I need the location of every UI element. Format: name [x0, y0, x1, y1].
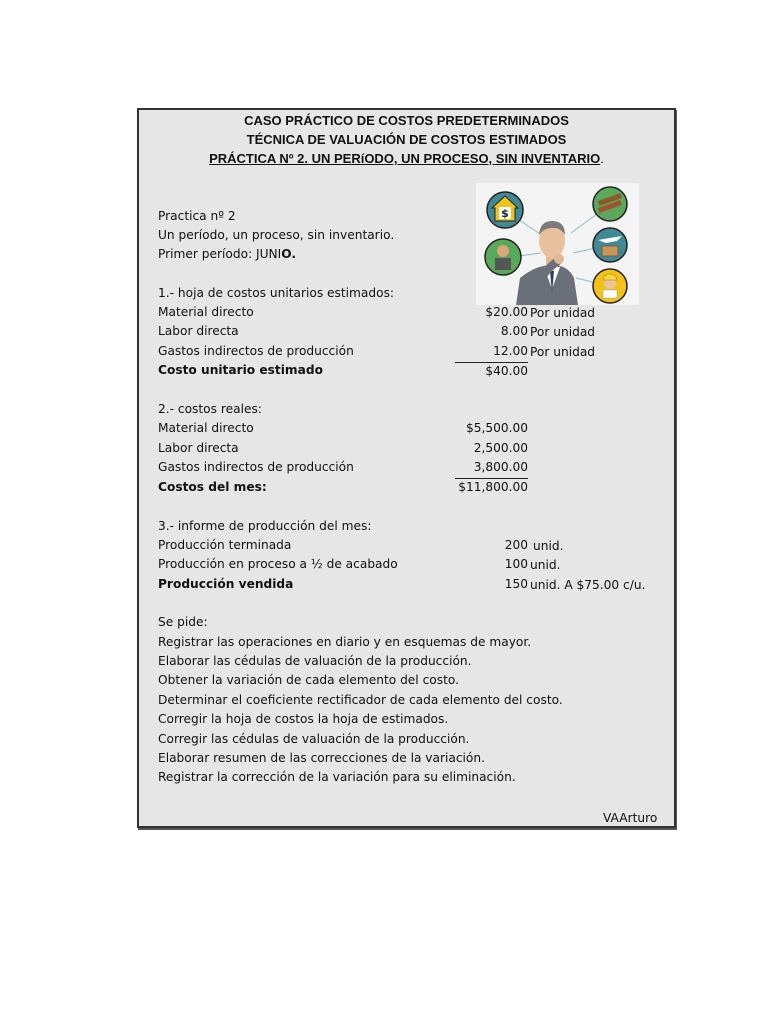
business-illustration: [476, 183, 639, 305]
section1-total-label: Costo unitario estimado: [158, 363, 323, 377]
section2-sum-rule: [455, 478, 528, 479]
intro-line-3-text: Primer período: JUNI: [158, 247, 282, 261]
tasks-heading: Se pide:: [158, 615, 208, 629]
title-line-1: CASO PRÁCTICO DE COSTOS PREDETERMINADOS: [244, 113, 569, 128]
section2-row-value: 2,500.00: [473, 441, 528, 455]
airplane-box-icon: [593, 228, 627, 262]
intro-line-1: Practica nº 2: [158, 209, 236, 223]
section1-row-label: Gastos indirectos de producción: [158, 344, 354, 358]
task-item: Registrar la corrección de la variación para su eliminación.: [158, 770, 516, 784]
section1-row-label: Material directo: [158, 305, 254, 319]
title-line-2: TÉCNICA DE VALUACIÓN DE COSTOS ESTIMADOS: [246, 132, 567, 147]
section3-row-label: Producción terminada: [158, 538, 292, 552]
task-item: Elaborar resumen de las correcciones de la variación.: [158, 751, 485, 765]
worker-icon: [485, 239, 521, 275]
author-signature: VAArturo: [603, 811, 658, 825]
section2-row-label: Material directo: [158, 421, 254, 435]
section3-row-label: Producción en proceso a ½ de acabado: [158, 557, 398, 571]
task-item: Corregir la hoja de costos la hoja de estimados.: [158, 712, 449, 726]
section2-row-value: $5,500.00: [465, 421, 528, 435]
intro-line-3: [158, 247, 296, 261]
section1-row-value: 12.00: [493, 344, 528, 358]
section2-row-value: 3,800.00: [473, 460, 528, 474]
section3-row-unit: unid. A $75.00 c/u.: [530, 578, 646, 592]
builder-icon: [593, 269, 627, 303]
section3-row-qty: 150: [504, 577, 528, 591]
task-item: Determinar el coeficiente rectificador de cada elemento del costo.: [158, 693, 563, 707]
svg-text:$: $: [501, 207, 509, 220]
section3-row-label: Producción vendida: [158, 577, 294, 591]
section1-row-value: 8.00: [500, 324, 528, 338]
dollar-house-icon: [487, 192, 523, 228]
section2-heading: 2.- costos reales:: [158, 402, 262, 416]
task-item: Registrar las operaciones en diario y en esquemas de mayor.: [158, 635, 532, 649]
section1-row-unit: Por unidad: [530, 325, 596, 339]
intro-line-2: Un período, un proceso, sin inventario.: [158, 228, 395, 242]
task-item: Elaborar las cédulas de valuación de la producción.: [158, 654, 472, 668]
section2-total-label: Costos del mes:: [158, 480, 267, 494]
task-item: Corregir las cédulas de valuación de la producción.: [158, 732, 470, 746]
section1-row-unit: Por unidad: [530, 345, 596, 359]
section1-heading: 1.- hoja de costos unitarios estimados:: [158, 286, 395, 300]
section3-heading: 3.- informe de producción del mes:: [158, 519, 372, 533]
section1-row-unit: Por unidad: [530, 306, 596, 320]
title-line-3-suffix: .: [600, 151, 604, 166]
section1-row-label: Labor directa: [158, 324, 239, 338]
section3-row-qty: 100: [504, 557, 528, 571]
title-line-3-text: PRÁCTICA Nº 2. UN PERíODO, UN PROCESO, SIN INVENTARIO: [209, 151, 601, 166]
lumber-icon: [593, 187, 627, 221]
section2-total-value: $11,800.00: [458, 480, 528, 494]
section2-row-label: Labor directa: [158, 441, 239, 455]
section3-row-unit: unid.: [530, 558, 561, 572]
section3-row-unit: unid.: [533, 539, 564, 553]
case-study-card: [137, 108, 676, 828]
section1-sum-rule: [455, 362, 528, 363]
section1-row-value: $20.00: [485, 305, 528, 319]
task-item: Obtener la variación de cada elemento del costo.: [158, 673, 459, 687]
section3-row-qty: 200: [504, 538, 528, 552]
section2-row-label: Gastos indirectos de producción: [158, 460, 354, 474]
title-line-3: [139, 151, 674, 166]
intro-line-3-bold: O.: [281, 247, 297, 261]
section1-total-value: $40.00: [485, 364, 528, 378]
